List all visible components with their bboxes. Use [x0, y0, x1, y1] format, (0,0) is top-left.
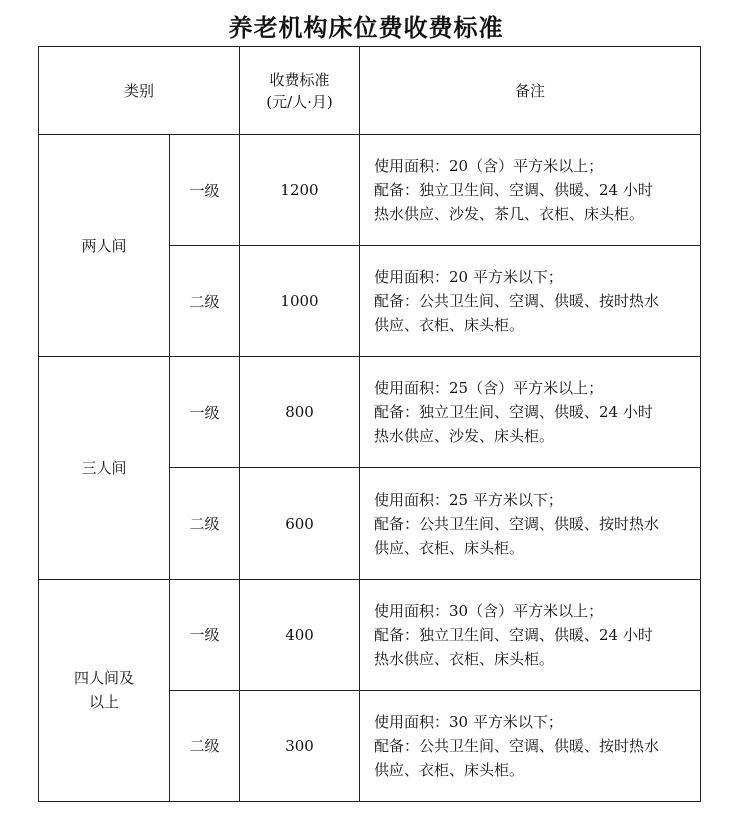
- remark-line: 配备：独立卫生间、空调、供暖、24 小时: [374, 181, 653, 200]
- room-type-text: 四人间及: [73, 669, 134, 688]
- level-cell: 二级: [170, 468, 240, 579]
- remark-cell: [360, 357, 701, 468]
- fee-cell: 800: [240, 357, 360, 468]
- room-type-text: 三人间: [81, 458, 127, 477]
- remark-cell: [360, 690, 701, 801]
- room-type-label: [74, 666, 134, 714]
- room-type-label: [81, 234, 126, 258]
- fee-table: [38, 46, 701, 802]
- remark-line: 使用面积：30 平方米以下；: [374, 712, 563, 731]
- level-cell: 二级: [170, 690, 240, 801]
- level-cell: 二级: [170, 246, 240, 357]
- header-remark: 备注: [360, 47, 701, 135]
- remark-line: 供应、衣柜、床头柜。: [374, 316, 525, 335]
- room-type-cell: [39, 357, 170, 579]
- room-type-cell: [39, 579, 170, 801]
- remark-line: 热水供应、沙发、床头柜。: [374, 427, 555, 446]
- header-fee-label: 收费标准: [269, 70, 330, 89]
- level-cell: 一级: [170, 135, 240, 246]
- table-row: [39, 357, 701, 468]
- table-body: [39, 135, 701, 802]
- table-header-row: [39, 47, 701, 135]
- remark-line: 配备：公共卫生间、空调、供暖、按时热水: [374, 736, 660, 755]
- fee-cell: 300: [240, 690, 360, 801]
- fee-cell: 600: [240, 468, 360, 579]
- remark-cell: [360, 135, 701, 246]
- remark-line: 配备：独立卫生间、空调、供暖、24 小时: [374, 403, 653, 422]
- room-type-label: [81, 456, 126, 480]
- remark-line: 使用面积：25 平方米以下；: [374, 490, 563, 509]
- fee-cell: 1000: [240, 246, 360, 357]
- level-cell: 一级: [170, 357, 240, 468]
- remark-line: 配备：公共卫生间、空调、供暖、按时热水: [374, 514, 660, 533]
- header-category: 类别: [39, 47, 240, 135]
- fee-cell: 400: [240, 579, 360, 690]
- remark-line: 使用面积：25（含）平方米以上；: [374, 379, 604, 398]
- header-fee-unit: (元/人·月): [266, 92, 333, 111]
- table-row: [39, 135, 701, 246]
- level-cell: 一级: [170, 579, 240, 690]
- remark-cell: [360, 246, 701, 357]
- room-type-cell: [39, 135, 170, 357]
- remark-cell: [360, 468, 701, 579]
- remark-line: 热水供应、衣柜、床头柜。: [374, 649, 555, 668]
- document-title: 养老机构床位费收费标准: [228, 13, 504, 42]
- table-row: [39, 579, 701, 690]
- room-type-text: 两人间: [81, 236, 127, 255]
- remark-line: 配备：独立卫生间、空调、供暖、24 小时: [374, 625, 653, 644]
- header-fee: [240, 47, 360, 135]
- remark-line: 热水供应、沙发、茶几、衣柜、床头柜。: [374, 205, 645, 224]
- remark-line: 配备：公共卫生间、空调、供暖、按时热水: [374, 292, 660, 311]
- room-type-text: 以上: [88, 693, 119, 712]
- fee-cell: 1200: [240, 135, 360, 246]
- remark-line: 供应、衣柜、床头柜。: [374, 760, 525, 779]
- remark-line: 使用面积：20 平方米以下；: [374, 268, 563, 287]
- remark-cell: [360, 579, 701, 690]
- remark-line: 使用面积：20（含）平方米以上；: [374, 157, 604, 176]
- remark-line: 供应、衣柜、床头柜。: [374, 538, 525, 557]
- remark-line: 使用面积：30（含）平方米以上；: [374, 601, 604, 620]
